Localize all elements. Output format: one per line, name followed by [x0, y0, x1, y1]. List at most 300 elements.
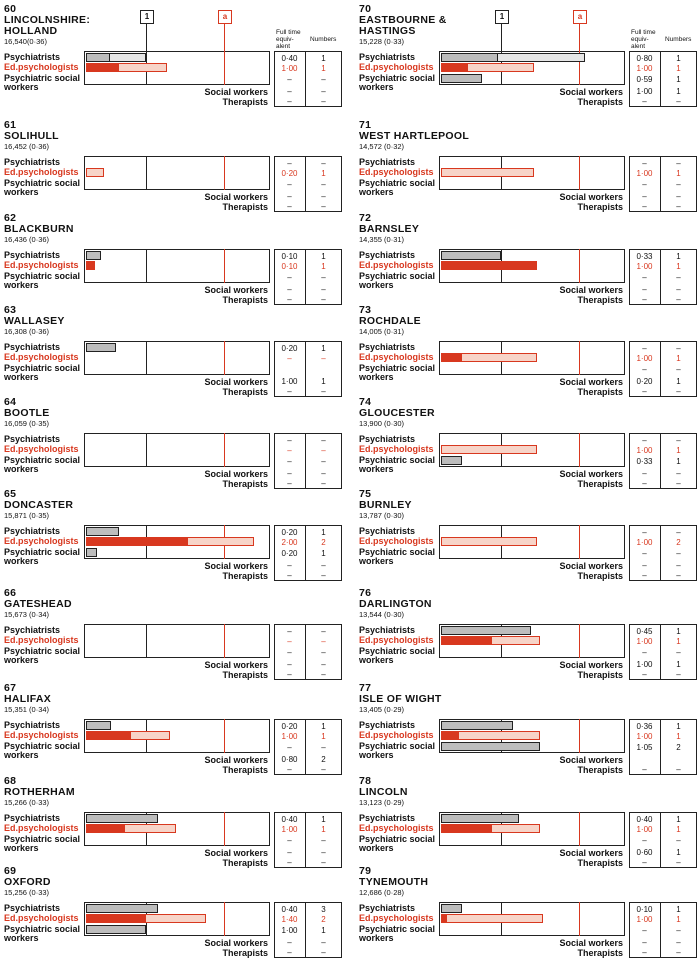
psy-bar: [441, 721, 513, 730]
entry-panel: [0, 776, 345, 868]
reference-line-a: [224, 341, 225, 375]
psychiatric-social-workers-label-2: workers: [359, 372, 394, 382]
entry-name: HALIFAX: [4, 693, 52, 705]
ed-fte-value: 1·00: [636, 637, 653, 646]
entry-title: [359, 4, 447, 37]
psychiatrists-label: Psychiatrists: [359, 625, 416, 635]
ed-number-value: 2: [676, 538, 681, 547]
psy-fte-value: 0·20: [281, 528, 298, 537]
ed-number-value: 1: [321, 64, 326, 73]
ed-bar: [86, 824, 125, 833]
ed-number-value: 1: [676, 262, 681, 271]
entry-title: [359, 120, 469, 142]
entry-name: ROTHERHAM: [4, 786, 75, 798]
sw-fte-value: –: [287, 192, 292, 201]
entry-panel: [0, 120, 345, 212]
sw-fte-value: 1·00: [281, 377, 298, 386]
entry-panel: [0, 683, 345, 775]
header-fte: Full time equiv-alent: [276, 29, 301, 50]
psy-number-value: –: [676, 436, 681, 445]
psw-fte-value: –: [642, 836, 647, 845]
psw-bar: [86, 548, 97, 557]
psychiatrists-label: Psychiatrists: [4, 625, 61, 635]
ed-psychologists-label: Ed.psychologists: [359, 260, 434, 270]
psychiatric-social-workers-label: Psychiatric social: [4, 834, 81, 844]
psy-bar: [441, 53, 498, 62]
entry-rank: 63: [4, 304, 17, 316]
entry-title: [359, 489, 412, 511]
th-fte-value: –: [287, 571, 292, 580]
therapists-label: Therapists: [222, 765, 268, 775]
ed-bar: [441, 824, 492, 833]
sw-fte-value: –: [642, 192, 647, 201]
th-number-value: –: [321, 295, 326, 304]
therapists-label: Therapists: [222, 295, 268, 305]
ed-fte-value: 0·10: [281, 262, 298, 271]
psw-fte-value: –: [642, 648, 647, 657]
sw-number-value: 2: [321, 755, 326, 764]
psw-fte-value: 0·20: [281, 549, 298, 558]
psw-fte-value: –: [287, 75, 292, 84]
ed-number-value: 1: [676, 915, 681, 924]
psychiatric-social-workers-label: Psychiatric social: [4, 741, 81, 751]
sw-number-value: 1: [676, 87, 681, 96]
psy-fte-value: 0·20: [281, 722, 298, 731]
psy-number-value: –: [676, 344, 681, 353]
ed-psychologists-label: Ed.psychologists: [359, 444, 434, 454]
th-fte-value: –: [287, 202, 292, 211]
th-fte-value: –: [287, 858, 292, 867]
psw-fte-value: –: [287, 457, 292, 466]
psy-fte-value: 0·40: [281, 54, 298, 63]
psy-number-value: 1: [321, 252, 326, 261]
entry-name: LINCOLNSHIRE: HOLLAND: [4, 14, 91, 37]
ed-psychologists-label: Ed.psychologists: [359, 730, 434, 740]
th-fte-value: –: [642, 295, 647, 304]
social-workers-label: Social workers: [559, 938, 623, 948]
header-numbers: Numbers: [310, 36, 337, 43]
th-fte-value: –: [287, 948, 292, 957]
psychiatric-social-workers-label-2: workers: [359, 750, 394, 760]
sw-number-value: –: [676, 192, 681, 201]
ed-psychologists-label: Ed.psychologists: [4, 730, 79, 740]
entry-rank: 65: [4, 488, 17, 500]
psy-number-value: 1: [321, 528, 326, 537]
therapists-label: Therapists: [222, 858, 268, 868]
entry-rank: 68: [4, 775, 17, 787]
social-workers-label: Social workers: [559, 561, 623, 571]
reference-line-a: [224, 719, 225, 753]
entry-population: 15,256 (0·33): [4, 888, 50, 897]
reference-line-a: [579, 525, 580, 559]
sw-number-value: –: [321, 660, 326, 669]
entry-title: [4, 305, 65, 327]
psy-bar: [86, 721, 111, 730]
ed-fte-value: 1·00: [281, 732, 298, 741]
ed-fte-value: 1·00: [636, 538, 653, 547]
psw-bar: [86, 925, 146, 934]
psy-bar: [86, 904, 158, 913]
entry-panel: [355, 397, 700, 489]
therapists-label: Therapists: [577, 479, 623, 489]
psychiatrists-label: Psychiatrists: [359, 52, 416, 62]
ed-number-value: 2: [321, 915, 326, 924]
entry-rank: 67: [4, 682, 17, 694]
psw-fte-value: –: [287, 273, 292, 282]
ed-psychologists-label: Ed.psychologists: [4, 635, 79, 645]
sw-number-value: –: [321, 285, 326, 294]
psw-fte-value: –: [287, 836, 292, 845]
therapists-label: Therapists: [222, 571, 268, 581]
th-fte-value: –: [642, 97, 647, 106]
psy-number-value: –: [321, 159, 326, 168]
entry-panel: [0, 213, 345, 305]
sw-fte-value: 1·00: [636, 87, 653, 96]
psw-fte-value: –: [287, 743, 292, 752]
ed-bar: [86, 731, 131, 740]
psw-number-value: –: [321, 743, 326, 752]
header-fte: Full time equiv-alent: [631, 29, 656, 50]
sw-fte-value: –: [642, 469, 647, 478]
entry-title: [4, 4, 90, 37]
entry-name: OXFORD: [4, 876, 51, 888]
social-workers-label: Social workers: [204, 938, 268, 948]
ed-bar: [86, 537, 188, 546]
reference-line-a: [579, 156, 580, 190]
ed-fte-value: 1·00: [636, 354, 653, 363]
psy-number-value: 1: [321, 344, 326, 353]
entry-panel: [355, 776, 700, 868]
entry-rank: 71: [359, 119, 372, 131]
psychiatric-social-workers-label-2: workers: [4, 280, 39, 290]
psychiatric-social-workers-label: Psychiatric social: [4, 178, 81, 188]
th-number-value: –: [676, 948, 681, 957]
entry-name: GATESHEAD: [4, 598, 72, 610]
psw-fte-value: –: [642, 365, 647, 374]
th-number-value: –: [676, 295, 681, 304]
entry-panel: [355, 120, 700, 212]
sw-fte-value: 0·20: [636, 377, 653, 386]
entry-rank: 77: [359, 682, 372, 694]
entry-population: 14,005 (0·31): [359, 327, 405, 336]
sw-fte-value: –: [287, 469, 292, 478]
psw-bar: [441, 74, 482, 83]
psw-fte-value: –: [642, 273, 647, 282]
therapists-label: Therapists: [577, 858, 623, 868]
th-fte-value: –: [642, 670, 647, 679]
ed-outline-bar: [441, 445, 537, 454]
entry-name: BOOTLE: [4, 407, 50, 419]
th-fte-value: –: [642, 387, 647, 396]
entry-population: 13,900 (0·30): [359, 419, 405, 428]
th-fte-value: –: [287, 670, 292, 679]
reference-line-a: [579, 812, 580, 846]
psw-number-value: –: [676, 365, 681, 374]
psy-number-value: 1: [676, 252, 681, 261]
psw-number-value: –: [676, 648, 681, 657]
chart-box: [84, 249, 270, 283]
entry-population: 16,436 (0·36): [4, 235, 50, 244]
psy-bar: [441, 814, 519, 823]
psy-fte-value: –: [642, 159, 647, 168]
th-fte-value: –: [642, 765, 647, 774]
psy-bar: [86, 53, 110, 62]
psychiatric-social-workers-label: Psychiatric social: [359, 834, 436, 844]
entry-population: 15,351 (0·34): [4, 705, 50, 714]
social-workers-label: Social workers: [559, 377, 623, 387]
social-workers-label: Social workers: [204, 660, 268, 670]
psychiatric-social-workers-label-2: workers: [4, 655, 39, 665]
chart-box: [84, 433, 270, 467]
psychiatric-social-workers-label: Psychiatric social: [359, 271, 436, 281]
psychiatrists-label: Psychiatrists: [359, 903, 416, 913]
entry-panel: [355, 683, 700, 775]
psychiatric-social-workers-label-2: workers: [359, 655, 394, 665]
entry-name: BLACKBURN: [4, 223, 74, 235]
ed-fte-value: 1·00: [636, 446, 653, 455]
sw-fte-value: –: [642, 938, 647, 947]
ed-fte-value: –: [287, 446, 292, 455]
psw-number-value: 1: [676, 457, 681, 466]
ed-psychologists-label: Ed.psychologists: [359, 167, 434, 177]
th-number-value: –: [321, 387, 326, 396]
th-number-value: –: [676, 97, 681, 106]
psychiatric-social-workers-label-2: workers: [359, 464, 394, 474]
entry-name: BURNLEY: [359, 499, 412, 511]
right-column: [355, 0, 700, 971]
psy-fte-value: –: [642, 436, 647, 445]
entry-title: [359, 588, 432, 610]
th-fte-value: –: [642, 479, 647, 488]
psy-fte-value: 0·40: [281, 815, 298, 824]
th-fte-value: –: [287, 295, 292, 304]
psw-number-value: –: [321, 180, 326, 189]
therapists-label: Therapists: [222, 202, 268, 212]
marker-1-box: 1: [495, 10, 509, 24]
psw-number-value: –: [321, 273, 326, 282]
entry-panel: [355, 588, 700, 680]
psy-fte-value: 0·40: [636, 815, 653, 824]
ed-fte-value: 1·00: [281, 825, 298, 834]
therapists-label: Therapists: [222, 97, 268, 107]
th-number-value: –: [321, 202, 326, 211]
social-workers-label: Social workers: [559, 660, 623, 670]
psw-number-value: –: [676, 180, 681, 189]
ed-fte-value: 1·00: [636, 262, 653, 271]
marker-a-arrow: [579, 24, 580, 51]
psychiatric-social-workers-label: Psychiatric social: [359, 73, 436, 83]
ed-number-value: 1: [676, 169, 681, 178]
entry-rank: 64: [4, 396, 17, 408]
reference-line-1: [146, 341, 147, 375]
psychiatric-social-workers-label: Psychiatric social: [359, 547, 436, 557]
psychiatric-social-workers-label-2: workers: [4, 750, 39, 760]
ed-outline-bar: [441, 168, 534, 177]
sw-number-value: 1: [321, 377, 326, 386]
sw-number-value: –: [676, 469, 681, 478]
psw-bar: [441, 456, 462, 465]
reference-line-a: [224, 902, 225, 936]
psy-number-value: 1: [321, 815, 326, 824]
sw-fte-value: 0·60: [636, 848, 653, 857]
reference-line-a: [579, 902, 580, 936]
psy-number-value: 1: [321, 54, 326, 63]
psw-fte-value: –: [642, 926, 647, 935]
ed-psychologists-label: Ed.psychologists: [359, 913, 434, 923]
entry-rank: 60: [4, 3, 17, 15]
th-number-value: –: [321, 858, 326, 867]
psy-fte-value: 0·10: [281, 252, 298, 261]
entry-panel: [355, 305, 700, 397]
therapists-label: Therapists: [577, 571, 623, 581]
psy-fte-value: 0·36: [636, 722, 653, 731]
psy-number-value: –: [676, 528, 681, 537]
entry-population: 16,308 (0·36): [4, 327, 50, 336]
psychiatrists-label: Psychiatrists: [359, 813, 416, 823]
ed-psychologists-label: Ed.psychologists: [4, 536, 79, 546]
ed-psychologists-label: Ed.psychologists: [4, 823, 79, 833]
th-number-value: –: [321, 765, 326, 774]
entry-population: 13,405 (0·29): [359, 705, 405, 714]
psychiatrists-label: Psychiatrists: [4, 342, 61, 352]
social-workers-label: Social workers: [559, 469, 623, 479]
ed-fte-value: 1·00: [636, 825, 653, 834]
entry-panel: [0, 397, 345, 489]
ed-number-value: 1: [676, 637, 681, 646]
social-workers-label: Social workers: [204, 469, 268, 479]
psw-fte-value: 0·59: [636, 75, 653, 84]
psychiatrists-label: Psychiatrists: [4, 52, 61, 62]
ed-outline-bar: [441, 537, 537, 546]
ed-bar: [441, 63, 468, 72]
sw-number-value: –: [676, 938, 681, 947]
entry-rank: 66: [4, 587, 17, 599]
th-number-value: –: [321, 948, 326, 957]
social-workers-label: Social workers: [559, 755, 623, 765]
entry-panel: [0, 588, 345, 680]
psychiatrists-label: Psychiatrists: [359, 434, 416, 444]
reference-line-1: [146, 156, 147, 190]
chart-box: [84, 156, 270, 190]
psy-fte-value: –: [642, 344, 647, 353]
ed-number-value: 2: [321, 538, 326, 547]
psy-number-value: –: [676, 159, 681, 168]
reference-line-1: [146, 433, 147, 467]
entry-population: 16,540(0·36): [4, 37, 47, 46]
ed-fte-value: –: [287, 354, 292, 363]
entry-population: 13,544 (0·30): [359, 610, 405, 619]
psw-fte-value: –: [287, 648, 292, 657]
therapists-label: Therapists: [577, 387, 623, 397]
therapists-label: Therapists: [577, 948, 623, 958]
ed-fte-value: 1·00: [281, 64, 298, 73]
reference-line-a: [579, 249, 580, 283]
psychiatric-social-workers-label: Psychiatric social: [4, 547, 81, 557]
entry-title: [4, 588, 72, 610]
marker-a-box: a: [218, 10, 232, 24]
psychiatric-social-workers-label: Psychiatric social: [359, 924, 436, 934]
ed-number-value: 1: [321, 169, 326, 178]
entry-panel: [0, 305, 345, 397]
ed-psychologists-label: Ed.psychologists: [4, 260, 79, 270]
psychiatric-social-workers-label: Psychiatric social: [359, 178, 436, 188]
entry-panel: [355, 3, 700, 107]
header-numbers: Numbers: [665, 36, 692, 43]
marker-a-box: a: [573, 10, 587, 24]
entry-title: [4, 397, 50, 419]
psychiatric-social-workers-label: Psychiatric social: [359, 363, 436, 373]
psychiatric-social-workers-label-2: workers: [4, 372, 39, 382]
th-number-value: –: [676, 765, 681, 774]
entry-name: DONCASTER: [4, 499, 74, 511]
th-number-value: –: [676, 670, 681, 679]
th-fte-value: –: [287, 97, 292, 106]
entry-title: [359, 776, 408, 798]
th-fte-value: –: [642, 858, 647, 867]
reference-line-a: [224, 51, 225, 85]
ed-bar: [86, 914, 146, 923]
ed-outline-bar: [441, 914, 543, 923]
psy-fte-value: 0·20: [281, 344, 298, 353]
ed-number-value: 1: [676, 732, 681, 741]
entry-panel: [0, 866, 345, 958]
psychiatric-social-workers-label: Psychiatric social: [4, 363, 81, 373]
psychiatrists-label: Psychiatrists: [359, 250, 416, 260]
psw-number-value: –: [321, 648, 326, 657]
th-number-value: –: [321, 97, 326, 106]
reference-line-a: [579, 719, 580, 753]
psychiatric-social-workers-label: Psychiatric social: [359, 646, 436, 656]
ed-psychologists-label: Ed.psychologists: [4, 62, 79, 72]
ed-number-value: –: [321, 637, 326, 646]
psy-bar: [86, 527, 119, 536]
sw-number-value: –: [321, 469, 326, 478]
psychiatrists-label: Psychiatrists: [359, 720, 416, 730]
entry-panel: [0, 3, 345, 107]
entry-title: [359, 683, 442, 705]
psychiatric-social-workers-label-2: workers: [359, 82, 394, 92]
psychiatric-social-workers-label-2: workers: [4, 187, 39, 197]
psy-bar: [441, 904, 462, 913]
psy-number-value: 1: [676, 54, 681, 63]
sw-number-value: –: [321, 87, 326, 96]
psw-number-value: –: [321, 836, 326, 845]
ed-fte-value: –: [287, 637, 292, 646]
ed-psychologists-label: Ed.psychologists: [359, 635, 434, 645]
sw-number-value: 1: [676, 660, 681, 669]
entry-rank: 61: [4, 119, 17, 131]
psy-fte-value: 0·80: [636, 54, 653, 63]
entry-panel: [355, 866, 700, 958]
th-fte-value: –: [287, 387, 292, 396]
entry-title: [4, 213, 74, 235]
sw-fte-value: –: [287, 285, 292, 294]
psychiatrists-label: Psychiatrists: [4, 434, 61, 444]
psychiatric-social-workers-label: Psychiatric social: [359, 455, 436, 465]
psw-number-value: –: [321, 457, 326, 466]
psw-fte-value: –: [287, 180, 292, 189]
entry-name: TYNEMOUTH: [359, 876, 429, 888]
psychiatrists-label: Psychiatrists: [4, 157, 61, 167]
entry-population: 15,266 (0·33): [4, 798, 50, 807]
entry-population: 13,123 (0·29): [359, 798, 405, 807]
ed-bar: [441, 731, 459, 740]
entry-population: 15,871 (0·35): [4, 511, 50, 520]
social-workers-label: Social workers: [204, 87, 268, 97]
psw-number-value: –: [321, 75, 326, 84]
reference-line-a: [224, 156, 225, 190]
reference-line-a: [224, 433, 225, 467]
